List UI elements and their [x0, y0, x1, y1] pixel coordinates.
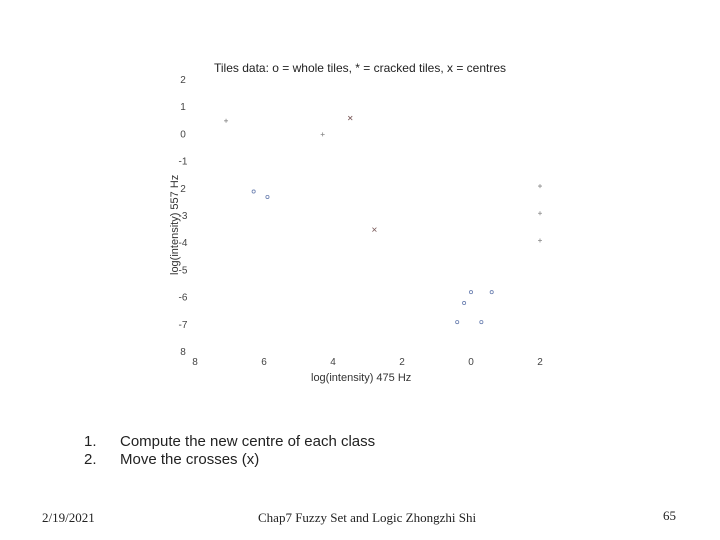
x-tick-label: 8: [192, 357, 198, 368]
y-tick-label: -7: [178, 319, 188, 331]
chart-title: Tiles data: o = whole tiles, * = cracked tiles, x = centres: [214, 61, 507, 75]
x-tick-label: 4: [330, 357, 336, 368]
step-text: Compute the new centre of each class: [120, 433, 376, 450]
x-tick-labels: [192, 357, 543, 368]
cracked-tile-point: [224, 119, 228, 123]
data-points: [224, 116, 542, 324]
y-tick-label: -6: [178, 292, 188, 304]
step-item: [84, 451, 375, 469]
step-number: 1.: [84, 433, 97, 450]
footer-title: Chap7 Fuzzy Set and Logic Zhongzhi Shi: [258, 510, 477, 525]
y-tick-label: -1: [178, 156, 188, 168]
whole-tile-point: [266, 195, 269, 198]
step-list: [84, 433, 375, 469]
y-axis-label: log(intensity) 557 Hz: [169, 174, 181, 275]
cracked-tile-point: [538, 238, 542, 242]
x-tick-label: 6: [261, 357, 267, 368]
y-tick-label: -4: [178, 238, 188, 250]
cracked-tile-point: [321, 132, 325, 136]
step-number: 2.: [84, 451, 97, 468]
step-item: [84, 433, 375, 451]
y-tick-label: -3: [178, 211, 188, 222]
centre-point: [372, 228, 376, 232]
y-tick-label: 0: [180, 129, 186, 141]
centre-point: [348, 116, 352, 120]
whole-tile-point: [252, 190, 255, 193]
whole-tile-point: [480, 320, 483, 323]
cracked-tile-point: [538, 211, 542, 215]
footer-date: 2/19/2021: [42, 510, 95, 525]
y-tick-label: 8: [180, 347, 186, 358]
y-tick-label: 2: [180, 75, 186, 86]
cracked-tile-point: [538, 184, 542, 188]
x-tick-label: 2: [399, 357, 405, 368]
whole-tile-point: [469, 291, 472, 294]
x-tick-label: 2: [537, 357, 543, 368]
x-tick-label: 0: [468, 357, 474, 368]
page-number: 65: [663, 508, 676, 523]
x-axis-label: log(intensity) 475 Hz: [311, 372, 412, 384]
y-tick-label: -5: [178, 265, 188, 277]
y-tick-label: 1: [180, 102, 186, 114]
whole-tile-point: [490, 291, 493, 294]
y-tick-label: 2: [180, 183, 186, 195]
whole-tile-point: [463, 301, 466, 304]
whole-tile-point: [456, 320, 459, 323]
step-text: Move the crosses (x): [120, 451, 260, 468]
